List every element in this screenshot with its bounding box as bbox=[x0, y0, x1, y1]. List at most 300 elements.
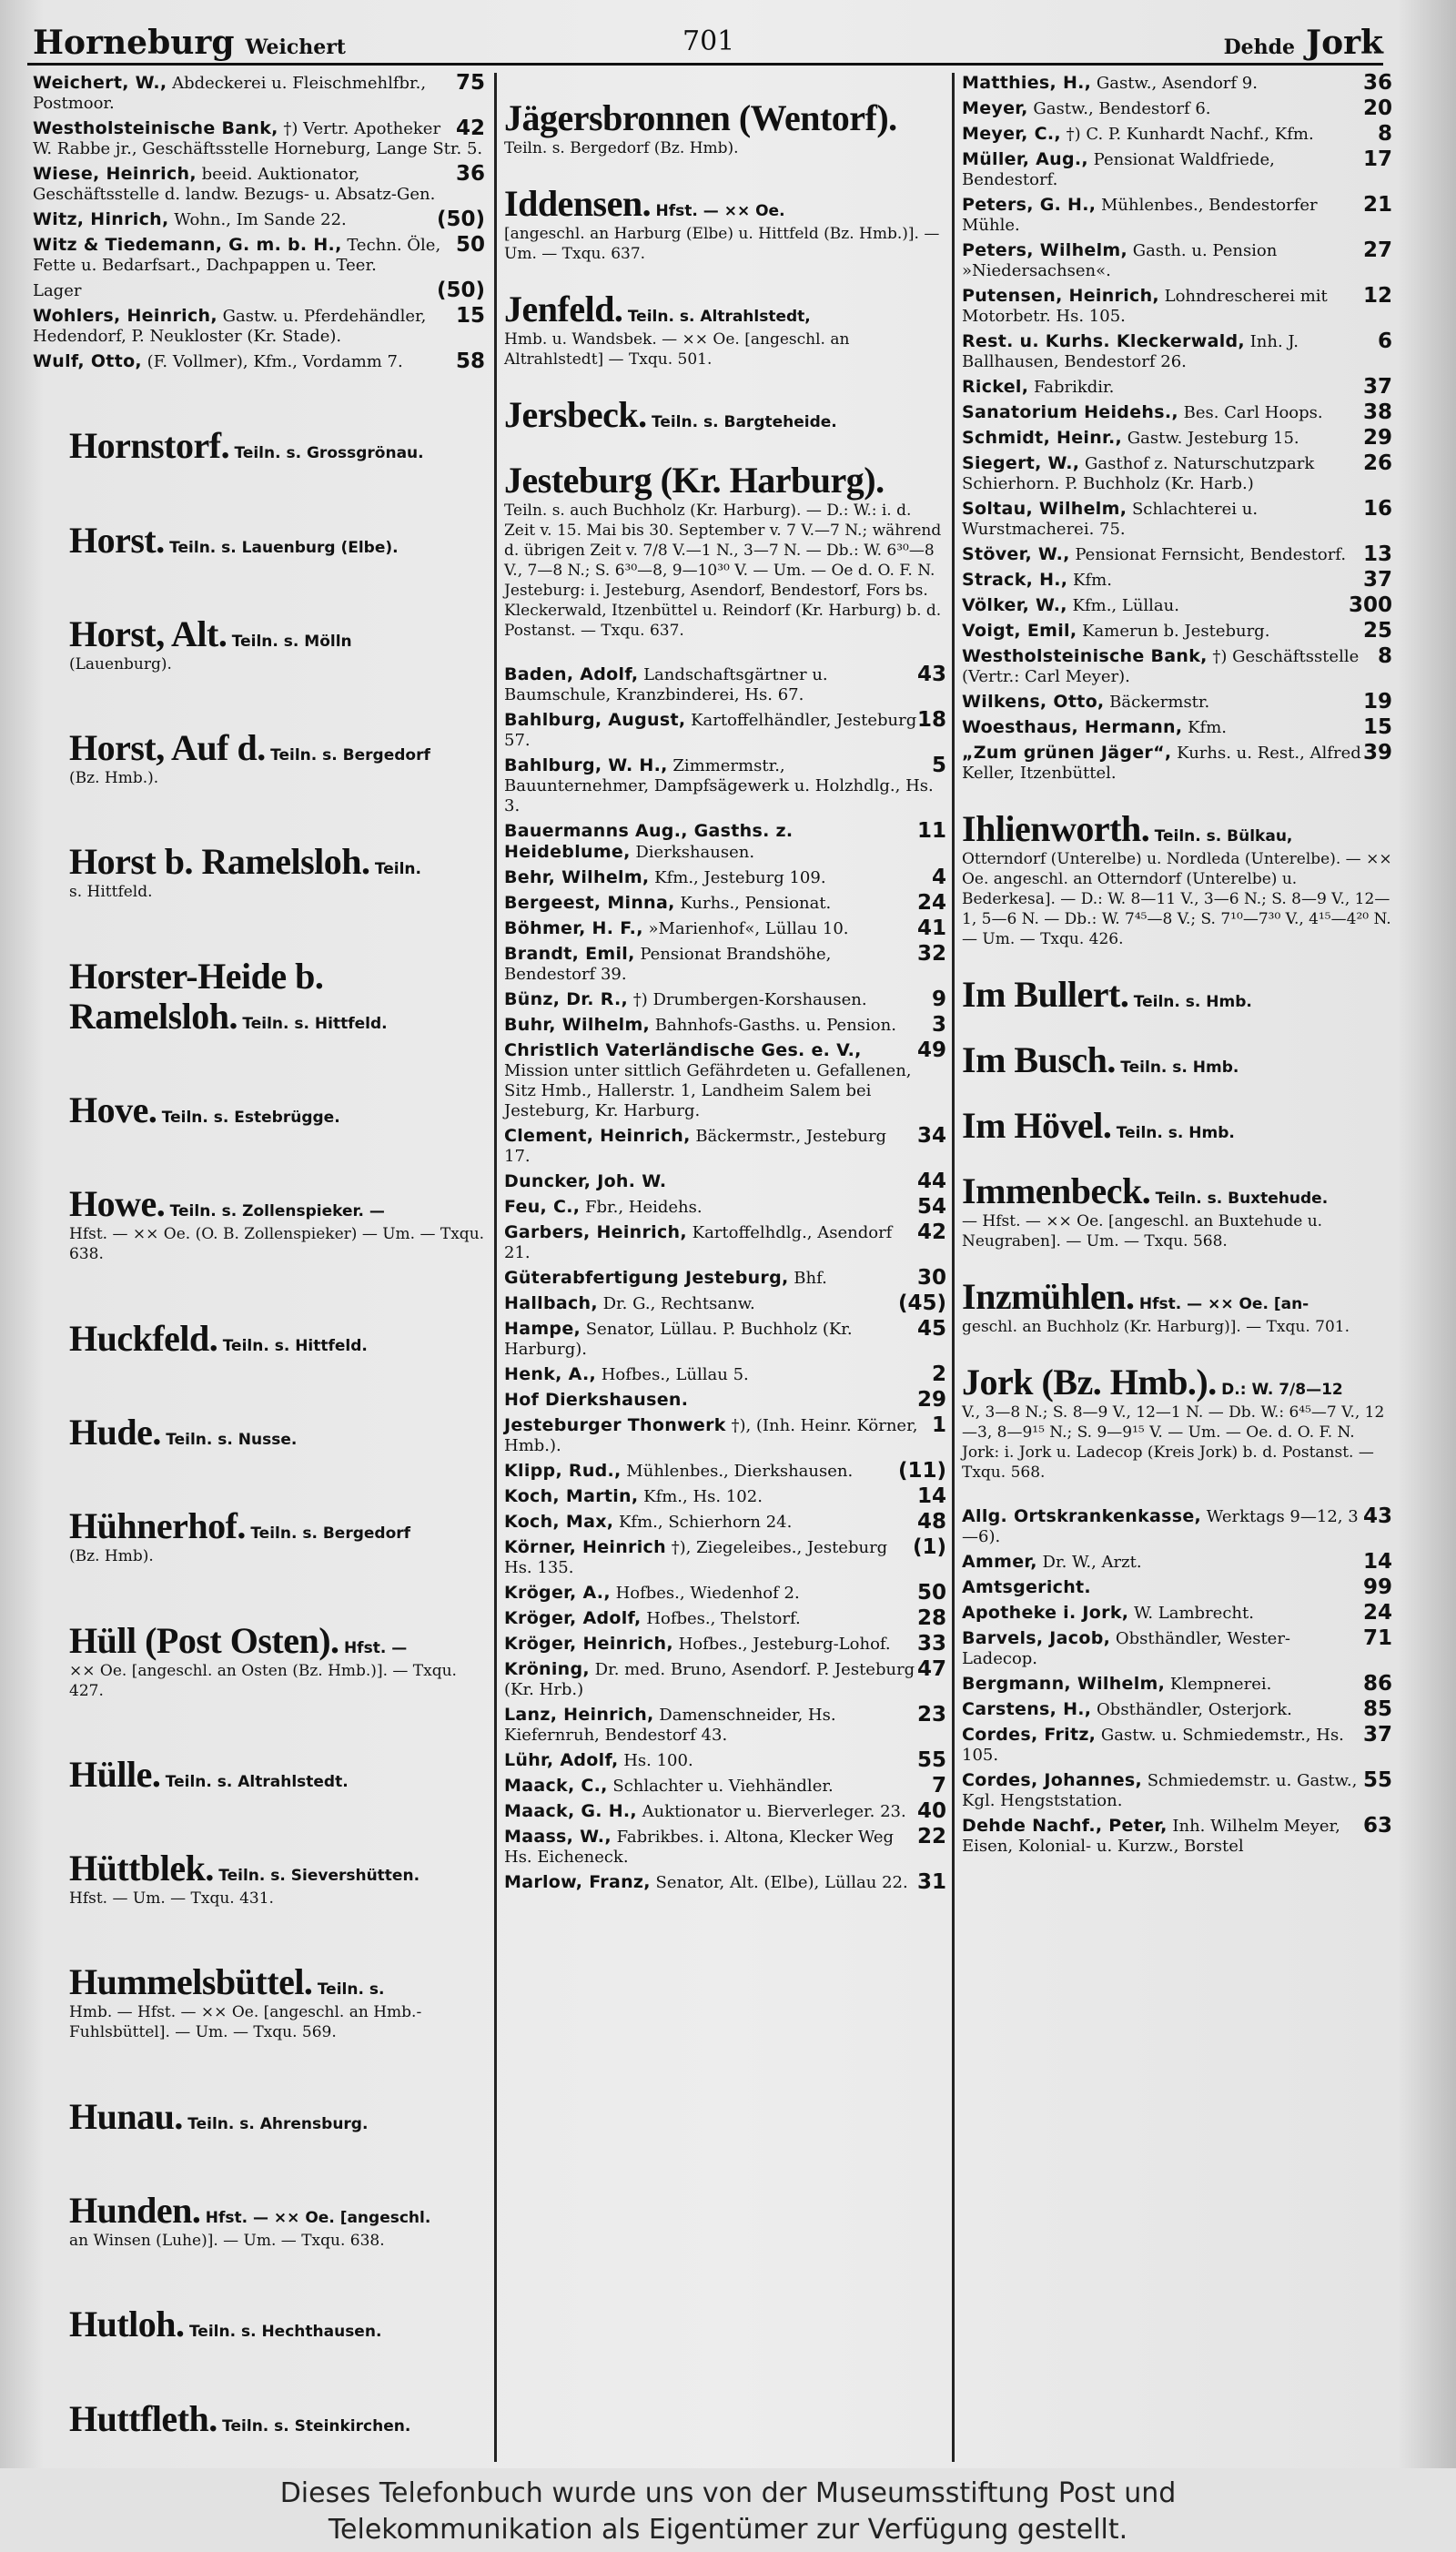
entry-details: Mission unter sittlich Gefährdeten u. Gefallenen, Sitz Hmb., Hallerstr. 1, Landheim Salem bei Jesteburg, Kr. Harburg. bbox=[504, 1061, 912, 1120]
place-heading bbox=[69, 2097, 485, 2137]
place-description: s. Hittfeld. bbox=[69, 883, 153, 902]
place-name: Huttfleth. bbox=[69, 2397, 217, 2439]
entry-name: Cordes, Fritz, bbox=[962, 1725, 1097, 1745]
entry-name: Siegert, W., bbox=[962, 453, 1080, 473]
entry-name: Meyer, C., bbox=[962, 124, 1061, 144]
directory-entry bbox=[504, 1486, 946, 1507]
entry-details: Senator, Lüllau. P. Buchholz (Kr. Harburg). bbox=[504, 1320, 853, 1359]
directory-entry bbox=[962, 402, 1392, 423]
entry-details: Gastw. Jesteburg 15. bbox=[1122, 429, 1299, 448]
place-description: ×× Oe. [angeschl. an Osten (Bz. Hmb.)]. — Txqu. 427. bbox=[69, 1661, 457, 1700]
phone-number: 13 bbox=[1362, 542, 1392, 566]
place-info: Teiln. s. Hittfeld. bbox=[242, 1014, 388, 1033]
entry-name: Rickel, bbox=[962, 377, 1029, 397]
entry-name: Amtsgericht. bbox=[962, 1577, 1091, 1597]
place-heading bbox=[69, 1962, 485, 2042]
phone-number: 47 bbox=[916, 1657, 946, 1681]
directory-entry bbox=[504, 1040, 946, 1121]
entry-details: Dr. W., Arzt. bbox=[1036, 1553, 1142, 1572]
directory-entry bbox=[962, 195, 1392, 236]
entry-details: Gasth. u. Pension »Niedersachsen«. bbox=[962, 241, 1278, 280]
column-3 bbox=[952, 73, 1392, 2462]
directory-entry bbox=[962, 1674, 1392, 1695]
entry-name: Bergmann, Wilhelm, bbox=[962, 1674, 1166, 1694]
entry-details: Kurhs., Pensionat. bbox=[674, 894, 832, 913]
place-info: Teiln. s. Hittfeld. bbox=[222, 1336, 368, 1355]
entry-name: Rest. u. Kurhs. Kleckerwald, bbox=[962, 331, 1245, 351]
phone-number: 22 bbox=[916, 1825, 946, 1848]
directory-entry bbox=[504, 1364, 946, 1385]
place-description: (Bz. Hmb.). bbox=[69, 769, 159, 788]
entry-name: Lühr, Adolf, bbox=[504, 1750, 619, 1770]
place-name: Hüll (Post Osten). bbox=[69, 1619, 339, 1661]
entry-details: Zimmermstr., Bauunternehmer, Dampfsägewerk u. Holzhdlg., Hs. 3. bbox=[504, 756, 934, 815]
col2-places bbox=[504, 98, 946, 641]
place-heading bbox=[69, 1184, 485, 1264]
entry-details: Schlachter u. Viehhändler. bbox=[607, 1777, 834, 1796]
phone-number: 21 bbox=[1362, 193, 1392, 217]
entry-name: „Zum grünen Jäger“, bbox=[962, 743, 1172, 763]
directory-entry bbox=[962, 286, 1392, 327]
directory-entry bbox=[962, 1603, 1392, 1624]
header-right-title: Jork bbox=[1306, 24, 1383, 62]
entry-details: Pensionat Waldfriede, Bendestorf. bbox=[962, 150, 1275, 189]
directory-entry bbox=[504, 918, 946, 939]
place-heading bbox=[962, 975, 1392, 1015]
entry-name: Wiese, Heinrich, bbox=[33, 164, 197, 184]
place-description: Hfst. — Um. — Txqu. 431. bbox=[69, 1889, 274, 1909]
directory-entry bbox=[33, 209, 485, 230]
page-header bbox=[27, 24, 1383, 66]
entry-name: Soltau, Wilhelm, bbox=[962, 499, 1127, 519]
entry-name: Bauermanns Aug., Gasths. z. Heideblume, bbox=[504, 821, 794, 862]
directory-entry bbox=[504, 1126, 946, 1167]
directory-entry bbox=[962, 124, 1392, 145]
directory-entry bbox=[33, 118, 485, 159]
phone-number: 15 bbox=[1362, 715, 1392, 739]
phone-number: 58 bbox=[455, 349, 485, 373]
entry-details: beeid. Auktionator, Geschäftsstelle d. landw. Bezugs- u. Absatz-Gen. bbox=[33, 165, 436, 204]
place-description: Teiln. s. auch Buchholz (Kr. Harburg). — D.: W.: i. d. Zeit v. 15. Mai bis 30. September v. 7 V.—7 N.; während d. übrigen Zeit v. 7/8 V.—1 N., 3—7 N. — Db.: W. 6³⁰—8 V., 7—8 N.; S. 6³⁰—8, 9—10³⁰ V. — Um. — Oe d. O. F. N. Jesteburg: i. Jesteburg, Asendorf, Bendestorf, Fors bs. Kleckerwald, Itzenbüttel u. Reindorf (Kr. Harburg) b. d. Postanst. — Txqu. 637. bbox=[504, 501, 942, 640]
place-name: Hüttblek. bbox=[69, 1848, 214, 1889]
directory-entry bbox=[962, 1577, 1392, 1598]
entry-details: Kartoffelhändler, Jesteburg 57. bbox=[504, 711, 917, 750]
place-heading bbox=[69, 426, 485, 466]
entry-name: Garbers, Heinrich, bbox=[504, 1222, 687, 1242]
directory-entry bbox=[962, 428, 1392, 449]
entry-name: Westholsteinische Bank, bbox=[33, 118, 278, 138]
directory-entry bbox=[504, 1608, 946, 1629]
entry-name: Peters, Wilhelm, bbox=[962, 240, 1128, 260]
place-name: Hummelsbüttel. bbox=[69, 1961, 313, 2003]
entry-name: Witz & Tiedemann, G. m. b. H., bbox=[33, 235, 342, 255]
place-description: [angeschl. an Harburg (Elbe) u. Hittfeld (Bz. Hmb.)]. — Um. — Txqu. 637. bbox=[504, 225, 940, 263]
place-description: (Bz. Hmb). bbox=[69, 1547, 154, 1566]
phone-number: 1 bbox=[931, 1413, 946, 1437]
directory-entry bbox=[962, 1628, 1392, 1669]
place-heading bbox=[962, 1171, 1392, 1251]
entry-name: Duncker, Joh. W. bbox=[504, 1171, 667, 1191]
phone-number: 3 bbox=[931, 1013, 946, 1037]
phone-number: (50) bbox=[436, 208, 485, 231]
place-name: Jenfeld. bbox=[504, 289, 623, 329]
directory-entry bbox=[962, 743, 1392, 784]
phone-number: 8 bbox=[1377, 644, 1392, 668]
entry-details: Gastw., Asendorf 9. bbox=[1091, 74, 1258, 93]
phone-number: 24 bbox=[916, 891, 946, 915]
directory-entry bbox=[962, 377, 1392, 398]
directory-entry bbox=[962, 1552, 1392, 1573]
entry-name: Hampe, bbox=[504, 1319, 581, 1339]
entry-name: Müller, Aug., bbox=[962, 149, 1088, 169]
place-info: Teiln. bbox=[374, 860, 421, 879]
entry-details: Kartoffelhdlg., Asendorf 21. bbox=[504, 1223, 893, 1262]
entry-name: Clement, Heinrich, bbox=[504, 1126, 691, 1146]
place-name: Horst, Alt. bbox=[69, 613, 228, 654]
phone-number: 5 bbox=[931, 754, 946, 777]
place-info: Teiln. s. Bergedorf bbox=[250, 1524, 411, 1544]
entry-name: Lanz, Heinrich, bbox=[504, 1705, 654, 1725]
entry-name: Bünz, Dr. R., bbox=[504, 989, 629, 1009]
entry-details: Lager bbox=[33, 281, 82, 300]
directory-entry bbox=[504, 989, 946, 1010]
place-name: Hühnerhof. bbox=[69, 1505, 246, 1547]
entry-name: Barvels, Jacob, bbox=[962, 1628, 1111, 1648]
phone-number: 8 bbox=[1377, 122, 1392, 146]
header-right-sub: Dehde bbox=[1223, 35, 1296, 59]
entry-name: Koch, Martin, bbox=[504, 1486, 639, 1506]
entry-details: Gasthof z. Naturschutzpark Schierhorn. P. Buchholz (Kr. Harb.) bbox=[962, 454, 1315, 493]
place-heading bbox=[962, 1362, 1392, 1483]
place-info: Teiln. s. Hmb. bbox=[1133, 993, 1252, 1011]
directory-entry bbox=[962, 595, 1392, 616]
entry-details: Dr. med. Bruno, Asendorf. P. Jesteburg (Kr. Hrb.) bbox=[504, 1660, 915, 1699]
phone-number: 20 bbox=[1362, 96, 1392, 120]
place-name: Hunden. bbox=[69, 2190, 201, 2232]
place-info: Teiln. s. Ahrensburg. bbox=[187, 2114, 369, 2133]
directory-entry bbox=[33, 306, 485, 347]
place-info: Teiln. s. Hmb. bbox=[1116, 1124, 1235, 1142]
place-description: Hmb. u. Wandsbek. — ×× Oe. [angeschl. an Altrahlstedt] — Txqu. 501. bbox=[504, 330, 850, 369]
entry-details: Gastw. u. Pferdehändler, Hedendorf, P. Neukloster (Kr. Stade). bbox=[33, 307, 427, 346]
entry-details: Dierkshausen. bbox=[630, 843, 755, 862]
entry-name: Völker, W., bbox=[962, 595, 1067, 615]
place-heading bbox=[69, 1755, 485, 1795]
phone-number: 55 bbox=[1362, 1768, 1392, 1792]
place-info: Teiln. s. Lauenburg (Elbe). bbox=[169, 538, 399, 557]
place-name: Horst, Auf d. bbox=[69, 727, 266, 769]
phone-number: 75 bbox=[455, 73, 485, 95]
entry-details: Hofbes., Lüllau 5. bbox=[595, 1365, 749, 1384]
place-description: V., 3—8 N.; S. 8—9 V., 12—1 N. — Db. W.: 6⁴⁵—7 V., 12—3, 8—9¹⁵ N.; S. 9—9¹⁵ V. — Um. — Oe. d. O. F. N. Jork: i. Jork u. Ladecop (Kreis Jork) b. d. Postanst. — Txqu. 568. bbox=[962, 1403, 1385, 1482]
entry-details: »Marienhof«, Lüllau 10. bbox=[642, 919, 849, 938]
place-info: D.: W. 7/8—12 bbox=[1221, 1381, 1343, 1399]
entry-details: Hofbes., Thelstorf. bbox=[641, 1609, 801, 1628]
place-heading bbox=[69, 2304, 485, 2344]
directory-entry bbox=[504, 821, 946, 863]
entry-name: Hof Dierkshausen. bbox=[504, 1390, 689, 1410]
header-left-title: Horneburg bbox=[33, 24, 235, 62]
directory-entry bbox=[504, 1319, 946, 1360]
phone-number: 37 bbox=[1362, 568, 1392, 592]
place-info: Hfst. — ×× Oe. [angeschl. bbox=[205, 2209, 431, 2228]
phone-number: (50) bbox=[436, 278, 485, 302]
phone-number: 86 bbox=[1362, 1672, 1392, 1696]
phone-number: 38 bbox=[1362, 400, 1392, 424]
entry-details: Schlachterei u. Wurstmacherei. 75. bbox=[962, 500, 1259, 539]
phone-number: (45) bbox=[897, 1291, 946, 1315]
phone-number: 43 bbox=[916, 663, 946, 686]
entry-name: Maack, G. H., bbox=[504, 1801, 637, 1821]
entry-name: Schmidt, Heinr., bbox=[962, 428, 1123, 448]
phone-number: 55 bbox=[916, 1748, 946, 1772]
col1-places bbox=[33, 426, 485, 2438]
phone-number: 27 bbox=[1362, 238, 1392, 262]
entry-details: Fabrikdir. bbox=[1028, 378, 1115, 397]
directory-entry bbox=[504, 1197, 946, 1218]
entry-details: Obsthändler, Wester-Ladecop. bbox=[962, 1629, 1291, 1668]
place-info: Teiln. s. Altrahlstedt. bbox=[165, 1772, 349, 1791]
place-name: Iddensen. bbox=[504, 183, 652, 224]
entry-details: Fbr., Heidehs. bbox=[580, 1198, 703, 1217]
place-description: an Winsen (Luhe)]. — Um. — Txqu. 638. bbox=[69, 2232, 385, 2251]
entry-name: Klipp, Rud., bbox=[504, 1461, 622, 1481]
place-info: Teiln. s. Hmb. bbox=[1120, 1058, 1239, 1077]
directory-entry bbox=[962, 1699, 1392, 1720]
entry-name: Behr, Wilhelm, bbox=[504, 867, 650, 887]
directory-entry bbox=[504, 1222, 946, 1263]
directory-entry bbox=[33, 73, 485, 114]
place-heading bbox=[69, 1506, 485, 1566]
entry-name: Allg. Ortskrankenkasse, bbox=[962, 1506, 1202, 1526]
entry-details: Gastw., Bendestorf 6. bbox=[1027, 99, 1211, 118]
phone-number: 14 bbox=[1362, 1550, 1392, 1574]
directory-entry bbox=[504, 1268, 946, 1289]
entry-name: Buhr, Wilhelm, bbox=[504, 1015, 651, 1035]
directory-entry bbox=[962, 453, 1392, 494]
place-info: Teiln. s. Grossgrönau. bbox=[234, 444, 424, 463]
footer-line-1: Dieses Telefonbuch wurde uns von der Museumsstiftung Post und bbox=[279, 2477, 1177, 2509]
entry-details: Kamerun b. Jesteburg. bbox=[1077, 622, 1270, 641]
phone-number: 15 bbox=[455, 304, 485, 328]
phone-number: 63 bbox=[1362, 1814, 1392, 1838]
place-heading bbox=[69, 1848, 485, 1909]
entry-name: Feu, C., bbox=[504, 1197, 581, 1217]
entry-name: Koch, Max, bbox=[504, 1512, 614, 1532]
phone-number: (1) bbox=[912, 1535, 946, 1559]
phone-number: 41 bbox=[916, 916, 946, 940]
place-description: (Lauenburg). bbox=[69, 654, 172, 673]
entry-details: Kfm. bbox=[1067, 571, 1112, 590]
place-heading bbox=[69, 957, 485, 1037]
place-heading bbox=[504, 98, 946, 158]
phone-number: 39 bbox=[1362, 741, 1392, 765]
directory-entry bbox=[962, 1770, 1392, 1811]
entry-name: Brandt, Emil, bbox=[504, 944, 635, 964]
place-heading bbox=[69, 521, 485, 561]
phone-number: 50 bbox=[455, 233, 485, 257]
entry-details: Bäckermstr., Jesteburg 17. bbox=[504, 1127, 887, 1166]
directory-entry bbox=[504, 1390, 946, 1411]
entry-name: Ammer, bbox=[962, 1552, 1037, 1572]
column-2 bbox=[494, 73, 946, 2462]
place-heading bbox=[69, 728, 485, 788]
directory-entry bbox=[962, 240, 1392, 281]
place-name: Immenbeck. bbox=[962, 1170, 1151, 1211]
phone-number: 85 bbox=[1362, 1697, 1392, 1721]
place-name: Hutloh. bbox=[69, 2304, 185, 2345]
header-left bbox=[33, 24, 346, 62]
place-name: Inzmühlen. bbox=[962, 1276, 1135, 1317]
entry-details: Bäckermstr. bbox=[1104, 693, 1210, 712]
place-heading bbox=[69, 2191, 485, 2251]
entry-name: Wulf, Otto, bbox=[33, 351, 142, 371]
phone-number: 36 bbox=[1362, 73, 1392, 95]
place-heading bbox=[962, 1040, 1392, 1080]
entry-details: Hofbes., Wiedenhof 2. bbox=[610, 1584, 800, 1603]
phone-number: 50 bbox=[916, 1581, 946, 1605]
entry-details: †), (Inh. Heinr. Körner, Hmb.). bbox=[504, 1416, 918, 1455]
entry-details: Mühlenbes., Dierkshausen. bbox=[621, 1462, 854, 1481]
phone-number: 28 bbox=[916, 1606, 946, 1630]
entry-details: Inh. J. Ballhausen, Bendestorf 26. bbox=[962, 332, 1299, 371]
entry-details: Schmiedemstr. u. Gastw., Kgl. Hengststation. bbox=[962, 1771, 1358, 1810]
footer-line-2: Telekommunikation als Eigentümer zur Verfügung gestellt. bbox=[328, 2514, 1128, 2546]
entry-details: Senator, Alt. (Elbe), Lüllau 22. bbox=[650, 1873, 908, 1892]
directory-entry bbox=[504, 1293, 946, 1314]
entry-name: Kröning, bbox=[504, 1659, 590, 1679]
phone-number: 71 bbox=[1362, 1626, 1392, 1650]
entry-details: Hs. 100. bbox=[618, 1751, 693, 1770]
phone-number: 25 bbox=[1362, 619, 1392, 643]
entry-name: Apotheke i. Jork, bbox=[962, 1603, 1129, 1623]
column-1 bbox=[33, 73, 485, 2462]
phone-number: 43 bbox=[1362, 1504, 1392, 1528]
entry-name: Sanatorium Heidehs., bbox=[962, 402, 1178, 422]
entry-details: Pensionat Brandshöhe, Bendestorf 39. bbox=[504, 945, 832, 984]
place-name: Im Bullert. bbox=[962, 974, 1129, 1015]
directory-entry bbox=[962, 544, 1392, 565]
entry-details: Dr. G., Rechtsanw. bbox=[597, 1294, 755, 1313]
place-info: Teiln. s. Sievershütten. bbox=[218, 1867, 420, 1886]
entry-details: Hofbes., Jesteburg-Lohof. bbox=[672, 1635, 891, 1654]
phone-number: 14 bbox=[916, 1484, 946, 1508]
entry-name: Christlich Vaterländische Ges. e. V., bbox=[504, 1040, 862, 1060]
directory-entry bbox=[504, 1659, 946, 1700]
col3-entries-bottom bbox=[962, 1506, 1392, 1857]
directory-entry bbox=[33, 280, 485, 301]
directory-entry bbox=[962, 1725, 1392, 1766]
place-description: Otterndorf (Unterelbe) u. Nordleda (Unterelbe). — ×× Oe. angeschl. an Otterndorf (Unterelbe) u. Bederkesa]. — D.: W. 8—11 V., 3—6 N.; S. 8—9 V., 12—1, 5—6 N. — Db.: W. 7⁴⁵—8 V.; S. 7¹⁰—7³⁰ V., 4¹⁵—4²⁰ N. — Um. — Txqu. 426. bbox=[962, 850, 1392, 948]
directory-entry bbox=[962, 1816, 1392, 1857]
place-heading bbox=[962, 809, 1392, 949]
place-info: Teiln. s. bbox=[317, 1980, 385, 2000]
place-info: Teiln. s. Bülkau, bbox=[1154, 827, 1293, 846]
entry-details: Bahnhofs-Gasths. u. Pension. bbox=[650, 1016, 896, 1035]
entry-name: Weichert, W., bbox=[33, 73, 167, 93]
place-heading bbox=[69, 2399, 485, 2439]
entry-name: Dehde Nachf., Peter, bbox=[962, 1816, 1168, 1836]
place-description: — Hfst. — ×× Oe. [angeschl. an Buxtehude u. Neugraben]. — Um. — Txqu. 568. bbox=[962, 1212, 1323, 1251]
col2-entries bbox=[504, 664, 946, 1893]
place-heading bbox=[504, 461, 946, 641]
directory-entry bbox=[962, 98, 1392, 119]
phone-number: 12 bbox=[1362, 284, 1392, 308]
entry-details: Bhf. bbox=[788, 1269, 827, 1288]
phone-number: 9 bbox=[931, 987, 946, 1011]
entry-details: Kfm., Schierhorn 24. bbox=[613, 1513, 793, 1532]
directory-entry bbox=[962, 331, 1392, 372]
directory-entry bbox=[504, 1512, 946, 1533]
place-description: geschl. an Buchholz (Kr. Harburg)]. — Txqu. 701. bbox=[962, 1318, 1350, 1336]
col1-entries bbox=[33, 73, 485, 372]
directory-entry bbox=[504, 1415, 946, 1456]
entry-name: Wohlers, Heinrich, bbox=[33, 306, 217, 326]
phone-number: 29 bbox=[916, 1388, 946, 1412]
col3-places bbox=[962, 809, 1392, 1483]
place-heading bbox=[504, 184, 946, 264]
place-description: Hfst. — ×× Oe. (O. B. Zollenspieker) — Um. — Txqu. 638. bbox=[69, 1225, 485, 1264]
directory-entry bbox=[504, 755, 946, 816]
place-name: Hülle. bbox=[69, 1753, 161, 1795]
entry-name: Maass, W., bbox=[504, 1827, 612, 1847]
place-info: Teiln. s. Buxtehude. bbox=[1155, 1190, 1329, 1208]
entry-details: Kfm., Hs. 102. bbox=[638, 1487, 763, 1506]
entry-details: Landschaftsgärtner u. Baumschule, Kranzbinderei, Hs. 67. bbox=[504, 665, 828, 704]
place-name: Howe. bbox=[69, 1183, 166, 1225]
place-name: Horst b. Ramelsloh. bbox=[69, 841, 370, 883]
phone-number: 54 bbox=[916, 1195, 946, 1219]
place-name: Jork (Bz. Hmb.). bbox=[962, 1362, 1217, 1403]
directory-entry bbox=[33, 351, 485, 372]
directory-entry bbox=[33, 235, 485, 276]
entry-details: Fabrikbes. i. Altona, Klecker Weg Hs. Eicheneck. bbox=[504, 1828, 895, 1867]
entry-name: Güterabfertigung Jesteburg, bbox=[504, 1268, 789, 1288]
entry-name: Kröger, Heinrich, bbox=[504, 1634, 673, 1654]
place-info: Hfst. — ×× Oe. [an- bbox=[1138, 1295, 1309, 1313]
place-name: Huckfeld. bbox=[69, 1317, 218, 1359]
entry-name: Woesthaus, Hermann, bbox=[962, 717, 1183, 737]
entry-details: Obsthändler, Osterjork. bbox=[1091, 1700, 1292, 1719]
directory-entry bbox=[504, 1776, 946, 1797]
page-number: 701 bbox=[682, 25, 735, 57]
entry-details: †) Vertr. Apotheker W. Rabbe jr., Geschäftsstelle Horneburg, Lange Str. 5. bbox=[33, 119, 483, 158]
phone-number: 6 bbox=[1377, 329, 1392, 353]
entry-details: †) Drumbergen-Korshausen. bbox=[628, 990, 867, 1009]
directory-entry bbox=[33, 164, 485, 205]
place-heading bbox=[69, 614, 485, 674]
entry-name: Bergeest, Minna, bbox=[504, 893, 675, 913]
phone-number: 29 bbox=[1362, 426, 1392, 450]
entry-name: Westholsteinische Bank, bbox=[962, 646, 1208, 666]
header-left-sub: Weichert bbox=[245, 35, 346, 59]
entry-name: Maack, C., bbox=[504, 1776, 608, 1796]
phone-number: 44 bbox=[916, 1170, 946, 1193]
place-info: Teiln. s. Zollenspieker. — bbox=[169, 1202, 385, 1221]
place-info: Teiln. s. Bergedorf bbox=[270, 746, 430, 765]
place-heading bbox=[504, 395, 946, 435]
place-info: Teiln. s. Bargteheide. bbox=[651, 413, 837, 431]
entry-name: Strack, H., bbox=[962, 570, 1068, 590]
directory-entry bbox=[962, 717, 1392, 738]
directory-entry bbox=[962, 73, 1392, 94]
entry-name: Henk, A., bbox=[504, 1364, 596, 1384]
place-info: Teiln. s. Altrahlstedt, bbox=[627, 308, 811, 326]
directory-entry bbox=[504, 1015, 946, 1036]
directory-entry bbox=[504, 1750, 946, 1771]
phone-number: 34 bbox=[916, 1124, 946, 1148]
phone-number: 31 bbox=[916, 1870, 946, 1894]
